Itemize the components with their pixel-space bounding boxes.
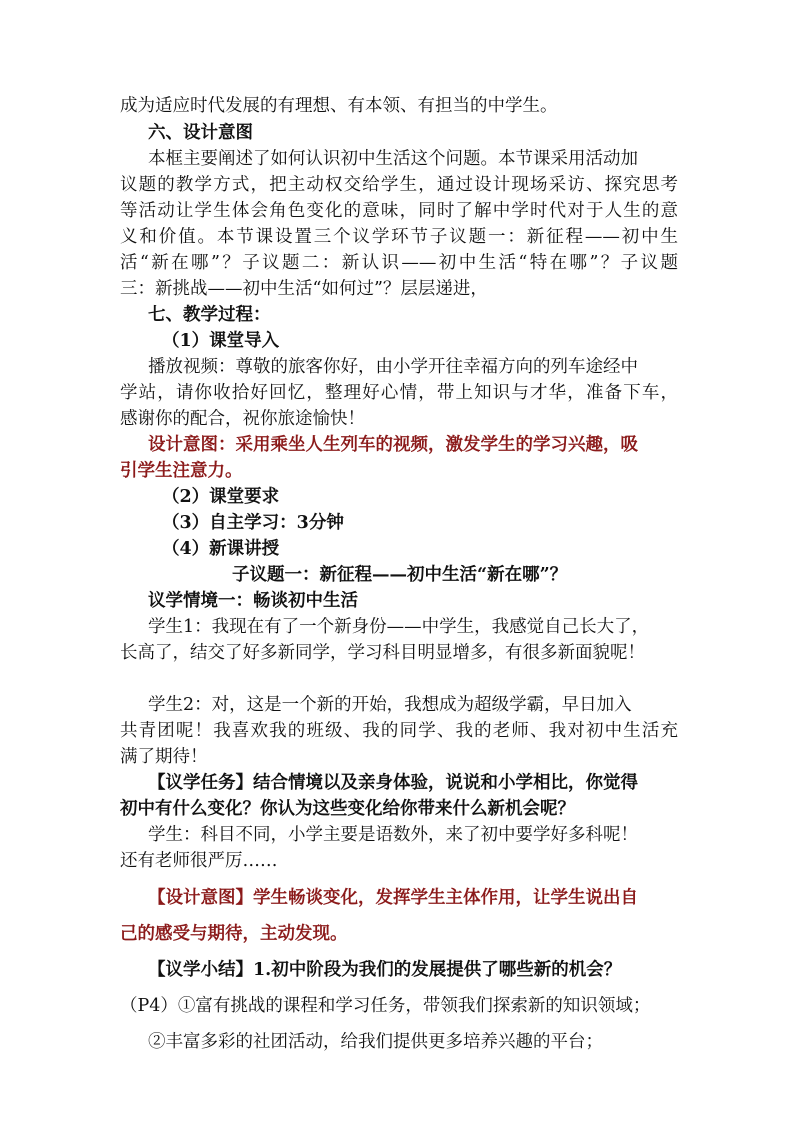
paragraph-line: 三：新挑战——初中生活“如何过”？层层递进，	[120, 279, 488, 299]
paragraph-line: 议题的教学方式，把主动权交给学生，通过设计现场采访、探究思考	[120, 175, 678, 195]
summary-line: ②丰富多彩的社团活动，给我们提供更多培养兴趣的平台；	[148, 1032, 603, 1052]
paragraph-line: 学生1：我现在有了一个新身份——中学生，我感觉自己长大了，	[148, 617, 650, 637]
subsection-heading: （1）课堂导入	[162, 331, 280, 351]
paragraph-line: 还有老师很严厉……	[120, 851, 278, 871]
paragraph-line: 等活动让学生体会角色变化的意味，同时了解中学时代对于人生的意	[120, 201, 678, 221]
paragraph-line: 长高了，结交了好多新同学，学习科目明显增多，有很多新面貌呢！	[120, 643, 645, 663]
section-heading: 七、教学过程：	[148, 305, 271, 325]
paragraph-line: 活“新在哪”？子议题二：新认识——初中生活“特在哪”？子议题	[120, 253, 678, 273]
summary-line: 【议学小结】1.初中阶段为我们的发展提供了哪些新的机会？	[148, 960, 622, 980]
design-intent-line: 己的感受与期待，主动发现。	[120, 924, 348, 944]
paragraph-line: 感谢你的配合，祝你旅途愉快！	[120, 409, 365, 429]
summary-line: （P4）①富有挑战的课程和学习任务，带领我们探索新的知识领域；	[120, 996, 651, 1016]
paragraph-line: 满了期待！	[120, 747, 208, 767]
design-intent-line: 设计意图：采用乘坐人生列车的视频，激发学生的学习兴趣，吸	[148, 435, 638, 455]
subsection-heading: （2）课堂要求	[162, 487, 280, 507]
subsection-heading: （4）新课讲授	[162, 539, 280, 559]
scenario-heading: 议学情境一：畅谈初中生活	[148, 591, 358, 611]
design-intent-line: 引学生注意力。	[120, 461, 243, 481]
subsection-heading: （3）自主学习：3分钟	[162, 513, 344, 533]
paragraph-line: 学生2：对，这是一个新的开始，我想成为超级学霸，早日加入	[148, 695, 632, 715]
design-intent-line: 【设计意图】学生畅谈变化，发挥学生主体作用，让学生说出自	[148, 888, 638, 908]
paragraph-line: 本框主要阐述了如何认识初中生活这个问题。本节课采用活动加	[148, 149, 638, 169]
paragraph-line: 学生：科目不同，小学主要是语数外，来了初中要学好多科呢！	[148, 825, 638, 845]
paragraph-line: 学站，请你收拾好回忆，整理好心情，带上知识与才华，准备下车，	[120, 383, 678, 403]
paragraph-line: 播放视频：尊敬的旅客你好，由小学开往幸福方向的列车途经中	[148, 357, 638, 377]
sub-topic-heading: 子议题一：新征程——初中生活“新在哪”？	[232, 565, 568, 585]
paragraph-line: 义和价值。本节课设置三个议学环节子议题一：新征程——初中生	[120, 227, 678, 247]
paragraph-line: 成为适应时代发展的有理想、有本领、有担当的中学生。	[120, 96, 558, 116]
task-line: 初中有什么变化？你认为这些变化给你带来什么新机会呢？	[120, 799, 575, 819]
paragraph-line: 共青团呢！我喜欢我的班级、我的同学、我的老师、我对初中生活充	[120, 721, 678, 741]
task-line: 【议学任务】结合情境以及亲身体验，说说和小学相比，你觉得	[148, 773, 638, 793]
section-heading: 六、设计意图	[148, 123, 253, 143]
